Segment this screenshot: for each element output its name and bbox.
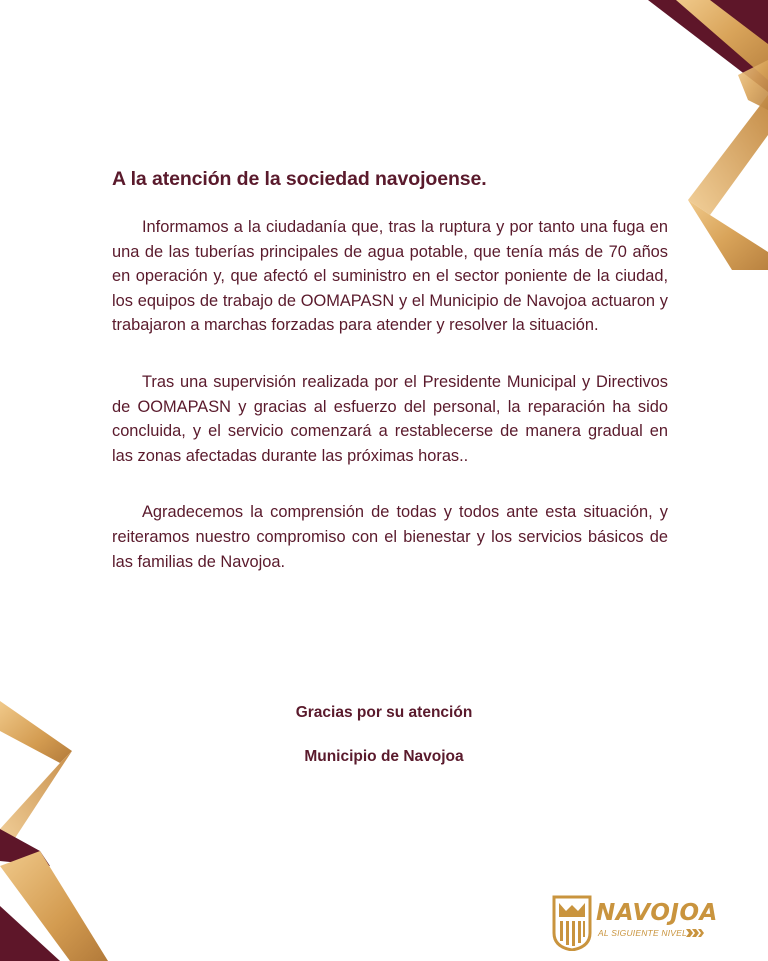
paragraph-3: Agradecemos la comprensión de todas y todos ante esta situación, y reiteramos nuestro compromiso con el bienestar y los servicios básicos de las familias de Navojoa. <box>112 503 668 571</box>
decorative-ribbon-bottom-left <box>0 701 110 961</box>
navojoa-shield-icon <box>552 895 592 951</box>
signature: Municipio de Navojoa <box>304 748 464 765</box>
paragraph-1: Informamos a la ciudadanía que, tras la ruptura y por tanto una fuga en una de las tuberías principales de agua potable, que tenía más de 70 años en operación y, que afectó el suministro en el sector poniente de la ciudad, los equipos de trabajo de OOMAPASN y el Municipio de Navojoa actuaron y trabajaron a marchas forzadas para atender y resolver la situación. <box>112 218 668 335</box>
statement-body <box>112 168 668 574</box>
statement-title: A la atención de la sociedad navojoense. <box>112 168 487 190</box>
navojoa-logo <box>552 895 742 951</box>
logo-wordmark: NAVOJOA <box>596 900 718 926</box>
paragraph-2: Tras una supervisión realizada por el Presidente Municipal y Directivos de OOMAPASN y gracias al esfuerzo del personal, la reparación ha sido concluida, y el servicio comenzará a restablecerse de manera gradual en las zonas afectadas durante las próximas horas.. <box>112 372 668 465</box>
closing-thanks: Gracias por su atención <box>295 704 473 721</box>
chevrons-icon <box>686 928 704 938</box>
logo-tagline: AL SIGUIENTE NIVEL <box>598 928 687 938</box>
